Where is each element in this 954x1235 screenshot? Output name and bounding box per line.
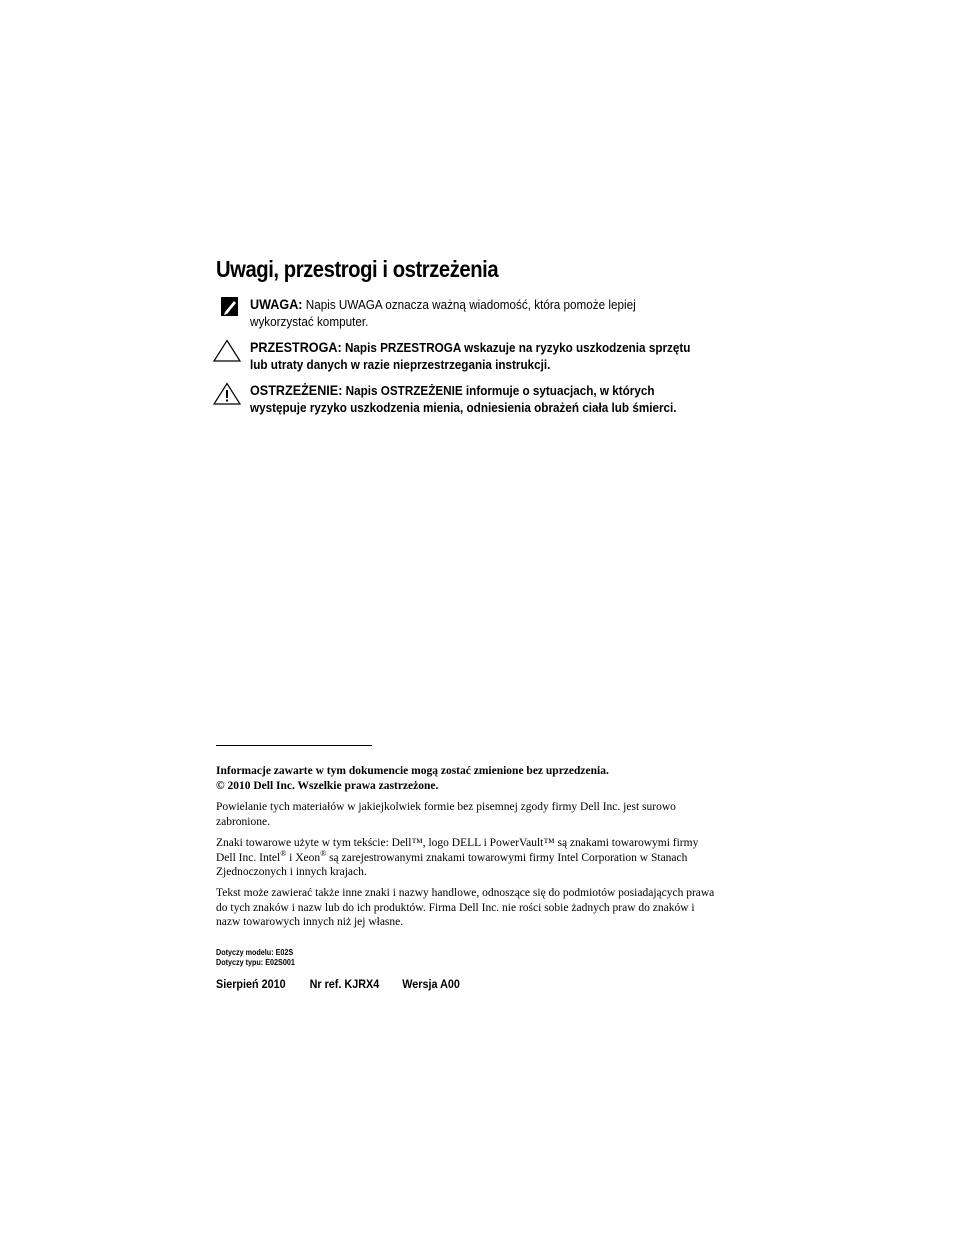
footer (216, 977, 460, 991)
info-line: Informacje zawarte w tym dokumencie mogą zostać zmienione bez uprzedzenia. (216, 765, 609, 777)
caution-body: Napis PRZESTROGA wskazuje na ryzyko uszkodzenia sprzętu lub utraty danych w razie nieprzestrzegania instrukcji. (250, 340, 691, 372)
other-marks-paragraph: Tekst może zawierać także inne znaki i nazwy handlowe, odnoszące się do podmiotów posiadających prawa do tych znaków i nazw lub do ich produktów. Firma Dell Inc. nie rości sobie żadnych praw do znaków i nazw towarowych innych niż jej własne. (216, 887, 715, 928)
note-body: Napis UWAGA oznacza ważną wiadomość, która pomoże lepiej wykorzystać komputer. (250, 297, 636, 329)
trademarks-part-a: Znaki towarowe użyte w tym tekście: Dell™, logo DELL i PowerVault™ są znakami towarowymi firmy Dell Inc. Intel (216, 837, 699, 864)
warning-text (250, 382, 700, 416)
page-title: Uwagi, przestrogi i ostrzeżenia (216, 256, 499, 282)
trademarks-paragraph (216, 836, 716, 880)
note-text (250, 296, 700, 330)
copyright-line: © 2010 Dell Inc. Wszelkie prawa zastrzeżone. (216, 779, 439, 792)
footer-date: Sierpień 2010 (216, 977, 286, 991)
footer-ref: Nr ref. KJRX4 (309, 977, 380, 991)
legal-header (216, 764, 716, 793)
warning-triangle-icon (212, 382, 242, 408)
footer-version: Wersja A00 (402, 977, 460, 991)
trademarks-part-c: są zarejestrowanymi znakami towarowymi firmy Intel Corporation w Stanach Zjednoczonych i innych krajach. (216, 851, 688, 878)
warning-body: Napis OSTRZEŻENIE informuje o sytuacjach, w których występuje ryzyko uszkodzenia mienia, odniesienia obrażeń ciała lub śmierci. (250, 383, 677, 415)
type-line: Dotyczy typu: E02S001 (216, 958, 295, 967)
registered-mark: ® (320, 848, 327, 858)
model-line: Dotyczy modelu: E02S (216, 948, 294, 957)
registered-mark: ® (280, 848, 287, 858)
reproduction-paragraph: Powielanie tych materiałów w jakiejkolwiek formie bez pisemnej zgody firmy Dell Inc. jest surowo zabronione. (216, 801, 676, 828)
footnote-divider (216, 745, 372, 746)
note-pencil-icon (212, 296, 242, 322)
caution-triangle-icon (212, 339, 242, 365)
caution-label: PRZESTROGA: (250, 339, 342, 355)
note-label: UWAGA: (250, 296, 303, 312)
trademarks-part-b: i Xeon (286, 851, 321, 864)
caution-text (250, 339, 700, 373)
warning-label: OSTRZEŻENIE: (250, 382, 343, 398)
